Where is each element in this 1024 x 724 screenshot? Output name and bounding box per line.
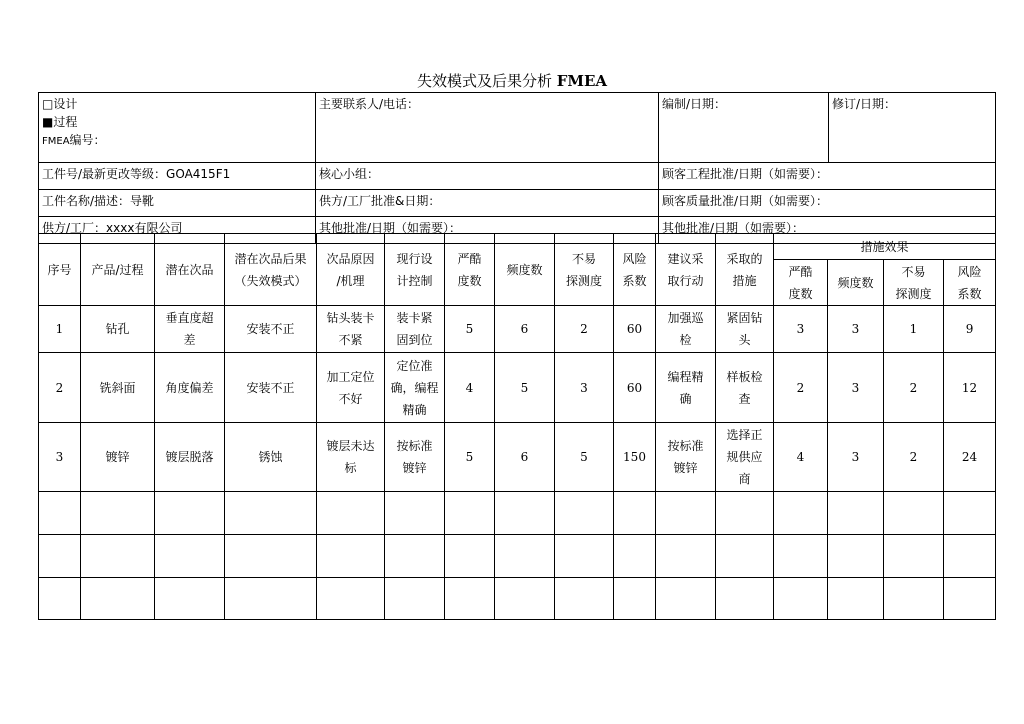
empty-cell — [317, 578, 385, 620]
cell-frequency: 6 — [495, 306, 555, 353]
supplier-approval-field: 供方/工厂批准&日期： — [316, 190, 659, 217]
empty-cell — [81, 492, 155, 535]
document-title — [0, 70, 1024, 92]
cell-severity: 5 — [445, 423, 495, 492]
cell-seq: 1 — [39, 306, 81, 353]
empty-cell — [614, 492, 656, 535]
empty-cell — [385, 535, 445, 578]
cell-risk: 150 — [614, 423, 656, 492]
cell-effect: 安装不正 — [225, 306, 317, 353]
cell-risk: 60 — [614, 306, 656, 353]
col-effect: 潜在次品后果 （失效模式） — [225, 234, 317, 306]
cell-taken: 紧固钻 头 — [716, 306, 774, 353]
empty-cell — [656, 578, 716, 620]
cell-r-severity: 3 — [774, 306, 828, 353]
table-row — [39, 423, 996, 492]
customer-quality-field: 顾客质量批准/日期（如需要）： — [659, 190, 996, 217]
cell-process: 钻孔 — [81, 306, 155, 353]
empty-cell — [944, 535, 996, 578]
cell-seq: 3 — [39, 423, 81, 492]
cell-cause: 加工定位 不好 — [317, 353, 385, 423]
cell-risk: 60 — [614, 353, 656, 423]
col-r-severity: 严酷 度数 — [774, 260, 828, 306]
empty-cell — [614, 578, 656, 620]
cell-severity: 4 — [445, 353, 495, 423]
cell-control: 装卡紧 固到位 — [385, 306, 445, 353]
cell-r-frequency: 3 — [828, 423, 884, 492]
cell-failure: 角度偏差 — [155, 353, 225, 423]
cell-severity: 5 — [445, 306, 495, 353]
cell-control: 定位准 确，编程 精确 — [385, 353, 445, 423]
col-r-frequency: 频度数 — [828, 260, 884, 306]
col-r-risk: 风险 系数 — [944, 260, 996, 306]
empty-row — [39, 578, 996, 620]
cell-cause: 钻头装卡 不紧 — [317, 306, 385, 353]
col-result: 措施效果 — [774, 234, 996, 260]
cell-frequency: 6 — [495, 423, 555, 492]
title-fmea: FMEA — [556, 72, 608, 90]
empty-cell — [317, 492, 385, 535]
other-approval-field-2: 其他批准/日期（如需要）： — [659, 217, 996, 244]
col-control: 现行设 计控制 — [385, 234, 445, 306]
cell-control: 按标准 镀锌 — [385, 423, 445, 492]
col-taken: 采取的 措施 — [716, 234, 774, 306]
empty-cell — [774, 492, 828, 535]
cell-effect: 锈蚀 — [225, 423, 317, 492]
cell-r-frequency: 3 — [828, 353, 884, 423]
empty-cell — [445, 578, 495, 620]
part-name-field: 工件名称/描述：导靴 — [39, 190, 316, 217]
empty-cell — [495, 492, 555, 535]
empty-cell — [614, 535, 656, 578]
table-row — [39, 306, 996, 353]
empty-cell — [555, 578, 614, 620]
cell-process: 镀锌 — [81, 423, 155, 492]
cell-r-severity: 4 — [774, 423, 828, 492]
empty-cell — [656, 492, 716, 535]
data-rows — [39, 306, 996, 620]
col-detect: 不易 探测度 — [555, 234, 614, 306]
cell-r-frequency: 3 — [828, 306, 884, 353]
empty-cell — [774, 578, 828, 620]
cell-detect: 3 — [555, 353, 614, 423]
empty-cell — [555, 492, 614, 535]
empty-cell — [155, 578, 225, 620]
empty-cell — [155, 492, 225, 535]
cell-suggest: 编程精 确 — [656, 353, 716, 423]
core-team-field: 核心小组： — [316, 163, 659, 190]
empty-cell — [225, 492, 317, 535]
cell-taken: 样板检 查 — [716, 353, 774, 423]
col-r-detect: 不易 探测度 — [884, 260, 944, 306]
cell-r-risk: 24 — [944, 423, 996, 492]
empty-cell — [385, 578, 445, 620]
empty-cell — [81, 578, 155, 620]
col-failure: 潜在次品 — [155, 234, 225, 306]
part-number-field: 工件号/最新更改等级：GOA415F1 — [39, 163, 316, 190]
supplier-field: 供方/工厂：xxxx有限公司 — [39, 217, 316, 244]
cell-taken: 选择正 规供应 商 — [716, 423, 774, 492]
cell-effect: 安装不正 — [225, 353, 317, 423]
empty-cell — [385, 492, 445, 535]
design-option[interactable]: □设计 — [42, 97, 78, 111]
empty-cell — [445, 492, 495, 535]
cell-cause: 镀层未达 标 — [317, 423, 385, 492]
cell-failure: 镀层脱落 — [155, 423, 225, 492]
col-seq: 序号 — [39, 234, 81, 306]
cell-process: 铣斜面 — [81, 353, 155, 423]
cell-suggest: 加强巡 检 — [656, 306, 716, 353]
cell-r-severity: 2 — [774, 353, 828, 423]
cell-r-detect: 2 — [884, 423, 944, 492]
empty-cell — [774, 535, 828, 578]
empty-cell — [716, 535, 774, 578]
type-cell — [39, 93, 316, 163]
empty-cell — [225, 578, 317, 620]
empty-row — [39, 492, 996, 535]
process-option[interactable]: ■过程 — [42, 115, 78, 129]
empty-cell — [39, 492, 81, 535]
cell-detect: 2 — [555, 306, 614, 353]
table-row — [39, 353, 996, 423]
col-suggest: 建议采 取行动 — [656, 234, 716, 306]
empty-cell — [944, 492, 996, 535]
revised-field: 修订/日期： — [829, 93, 996, 163]
customer-eng-field: 顾客工程批准/日期（如需要）： — [659, 163, 996, 190]
empty-cell — [716, 492, 774, 535]
cell-seq: 2 — [39, 353, 81, 423]
empty-cell — [39, 578, 81, 620]
empty-cell — [495, 578, 555, 620]
col-severity: 严酷 度数 — [445, 234, 495, 306]
empty-cell — [495, 535, 555, 578]
cell-frequency: 5 — [495, 353, 555, 423]
empty-cell — [39, 535, 81, 578]
fmea-number: FMEA编号： — [42, 133, 106, 147]
empty-cell — [884, 492, 944, 535]
empty-cell — [317, 535, 385, 578]
empty-cell — [225, 535, 317, 578]
empty-cell — [884, 535, 944, 578]
col-process: 产品/过程 — [81, 234, 155, 306]
contact-field: 主要联系人/电话： — [316, 93, 659, 163]
cell-suggest: 按标准 镀锌 — [656, 423, 716, 492]
empty-cell — [828, 492, 884, 535]
empty-cell — [828, 535, 884, 578]
title-text: 失效模式及后果分析 — [416, 72, 552, 90]
col-cause: 次品原因 /机理 — [317, 234, 385, 306]
col-frequency: 频度数 — [495, 234, 555, 306]
cell-r-detect: 1 — [884, 306, 944, 353]
cell-r-detect: 2 — [884, 353, 944, 423]
cell-failure: 垂直度超 差 — [155, 306, 225, 353]
empty-cell — [884, 578, 944, 620]
empty-cell — [716, 578, 774, 620]
empty-cell — [81, 535, 155, 578]
other-approval-field-1: 其他批准/日期（如需要）： — [316, 217, 659, 244]
empty-row — [39, 535, 996, 578]
cell-detect: 5 — [555, 423, 614, 492]
empty-cell — [445, 535, 495, 578]
prepared-field: 编制/日期： — [659, 93, 829, 163]
fmea-table — [38, 233, 996, 620]
header-table — [38, 92, 996, 244]
cell-r-risk: 9 — [944, 306, 996, 353]
empty-cell — [656, 535, 716, 578]
empty-cell — [944, 578, 996, 620]
empty-cell — [828, 578, 884, 620]
empty-cell — [155, 535, 225, 578]
cell-r-risk: 12 — [944, 353, 996, 423]
col-risk: 风险 系数 — [614, 234, 656, 306]
empty-cell — [555, 535, 614, 578]
